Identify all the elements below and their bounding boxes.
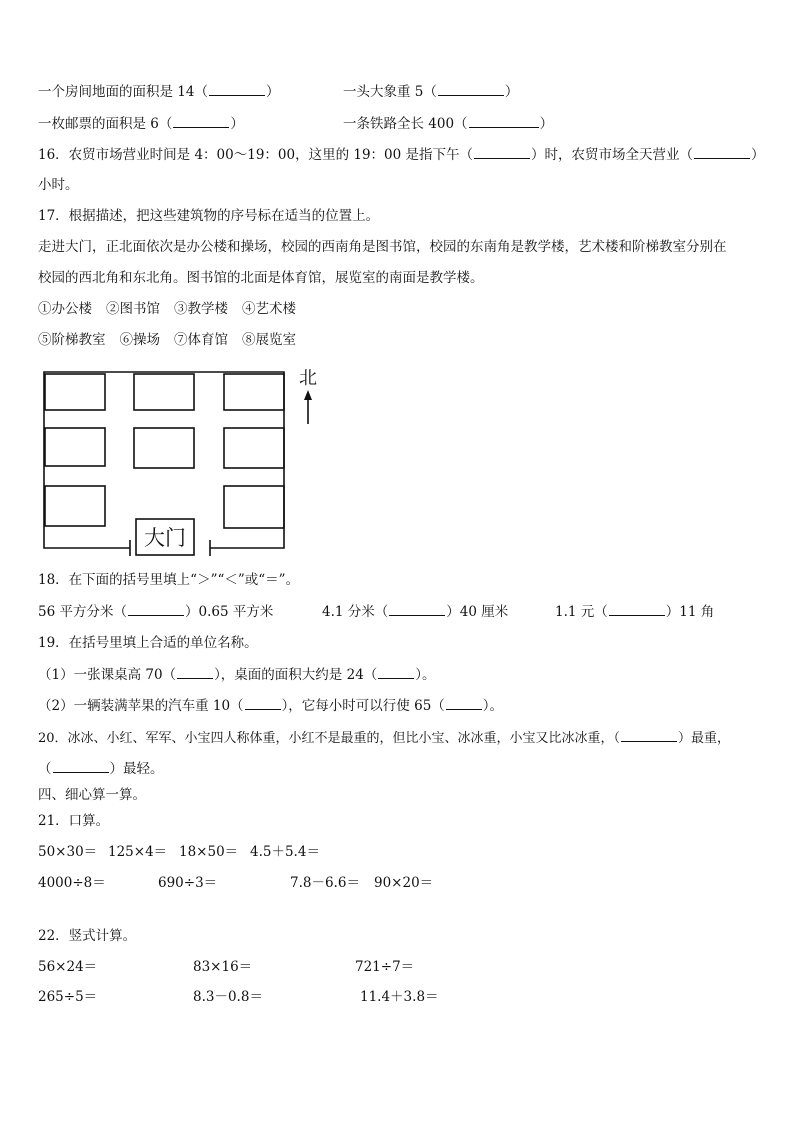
building-slot-center[interactable] — [134, 428, 194, 468]
q16-line1: 16．农贸市场营业时间是 4：00～19：00，这里的 19：00 是指下午（ ）时，农贸市场全天营业（ ） — [38, 147, 765, 163]
answer-blank[interactable] — [53, 759, 109, 773]
q19-title: 19．在括号里填上合适的单位名称。 — [38, 635, 258, 651]
answer-blank[interactable] — [128, 602, 184, 616]
q15-room-area: 一个房间地面的面积是 14（ — [38, 84, 208, 100]
answer-blank[interactable] — [694, 145, 750, 159]
building-slot-sw[interactable] — [45, 486, 105, 526]
answer-blank[interactable] — [621, 728, 677, 742]
q15-stamp-area: 一枚邮票的面积是 6（ — [38, 116, 173, 132]
answer-blank[interactable] — [438, 82, 504, 96]
option-library: ②图书馆 — [106, 301, 160, 317]
answer-blank[interactable] — [378, 665, 414, 679]
q15-row1: 一个房间地面的面积是 14（ ） — [38, 84, 280, 100]
option-office: ①办公楼 — [38, 301, 92, 317]
q17-options-row1 — [38, 300, 310, 318]
q15-row1-right: 一头大象重 5（ ） — [343, 84, 519, 100]
q21-title: 21．口算。 — [38, 813, 110, 829]
q22-title: 22．竖式计算。 — [38, 928, 137, 944]
campus-map — [40, 364, 330, 564]
q22-expr-5: 8.3－0.8＝ — [193, 989, 263, 1005]
north-label: 北 — [299, 368, 317, 389]
q18-item-1: 56 平方分米（ ）0.65 平方米 — [38, 604, 274, 620]
q15-row2: 一枚邮票的面积是 6（ ） — [38, 116, 244, 132]
q21-expr-5: 4000÷8＝ — [38, 875, 106, 891]
answer-blank[interactable] — [609, 602, 665, 616]
q21-expr-8: 90×20＝ — [374, 875, 434, 891]
building-slot-se[interactable] — [224, 486, 284, 528]
building-slot-nw[interactable] — [45, 374, 105, 410]
q20-line1: 20．冰冰、小红、军军、小宝四人称体重，小红不是最重的，但比小宝、冰冰重，小宝又比冰冰重，（ ）最重， — [38, 728, 730, 748]
building-slot-n[interactable] — [134, 374, 194, 410]
q17-desc-line2: 校园的西北角和东北角。图书馆的北面是体育馆，展览室的南面是教学楼。 — [38, 270, 484, 286]
gate-label: 大门 — [144, 526, 186, 550]
option-lecture-hall: ⑤阶梯教室 — [38, 332, 106, 348]
q21-expr-7: 7.8－6.6＝ — [290, 875, 360, 891]
campus-wall — [44, 372, 284, 548]
q22-expr-4: 265÷5＝ — [38, 989, 98, 1005]
q15-row2-right: 一条铁路全长 400（ ） — [343, 116, 554, 132]
answer-blank[interactable] — [173, 114, 229, 128]
q19-line1: （1）一张课桌高 70（ ），桌面的面积大约是 24（ ）。 — [38, 667, 436, 683]
north-arrow-head-icon — [304, 390, 312, 400]
answer-blank[interactable] — [446, 696, 482, 710]
q21-expr-6: 690÷3＝ — [158, 875, 218, 891]
answer-blank[interactable] — [469, 114, 539, 128]
q17-title: 17．根据描述，把这些建筑物的序号标在适当的位置上。 — [38, 208, 380, 224]
building-slot-ne[interactable] — [224, 374, 284, 410]
q16-line2: 小时。 — [38, 177, 79, 193]
q22-expr-2: 83×16＝ — [193, 959, 253, 975]
q15-elephant-weight: 一头大象重 5（ — [343, 84, 437, 100]
q22-expr-6: 11.4＋3.8＝ — [360, 989, 439, 1005]
building-slot-e[interactable] — [224, 428, 284, 468]
q15-railway-length: 一条铁路全长 400（ — [343, 116, 468, 132]
option-exhibition: ⑧展览室 — [242, 332, 296, 348]
answer-blank[interactable] — [245, 696, 281, 710]
q20-line2: （ ）最轻。 — [38, 761, 164, 777]
q21-expr-3: 18×50＝ — [179, 844, 239, 860]
building-slot-w[interactable] — [45, 428, 105, 466]
q22-expr-1: 56×24＝ — [38, 959, 98, 975]
q17-desc-line1: 走进大门，正北面依次是办公楼和操场，校园的西南角是图书馆，校园的东南角是教学楼，艺术楼和阶梯教室分别在 — [38, 239, 727, 255]
q18-item-3: 1.1 元（ ）11 角 — [555, 604, 715, 620]
option-gym: ⑦体育馆 — [174, 332, 228, 348]
answer-blank[interactable] — [389, 602, 445, 616]
q22-expr-3: 721÷7＝ — [355, 959, 415, 975]
answer-blank[interactable] — [474, 145, 530, 159]
answer-blank[interactable] — [209, 82, 265, 96]
q17-options-row2 — [38, 331, 310, 349]
q21-expr-4: 4.5＋5.4＝ — [250, 844, 320, 860]
section-4-title: 四、细心算一算。 — [38, 787, 146, 803]
q18-item-2: 4.1 分米（ ）40 厘米 — [322, 604, 509, 620]
answer-blank[interactable] — [177, 665, 213, 679]
q18-title: 18．在下面的括号里填上“＞”“＜”或“＝”。 — [38, 572, 300, 588]
option-teaching: ③教学楼 — [174, 301, 228, 317]
option-art: ④艺术楼 — [242, 301, 296, 317]
q19-line2: （2）一辆装满苹果的汽车重 10（ ），它每小时可以行使 65（ ）。 — [38, 698, 504, 714]
option-playground: ⑥操场 — [119, 332, 160, 348]
q21-expr-1: 50×30＝ — [38, 844, 98, 860]
q21-expr-2: 125×4＝ — [108, 844, 168, 860]
